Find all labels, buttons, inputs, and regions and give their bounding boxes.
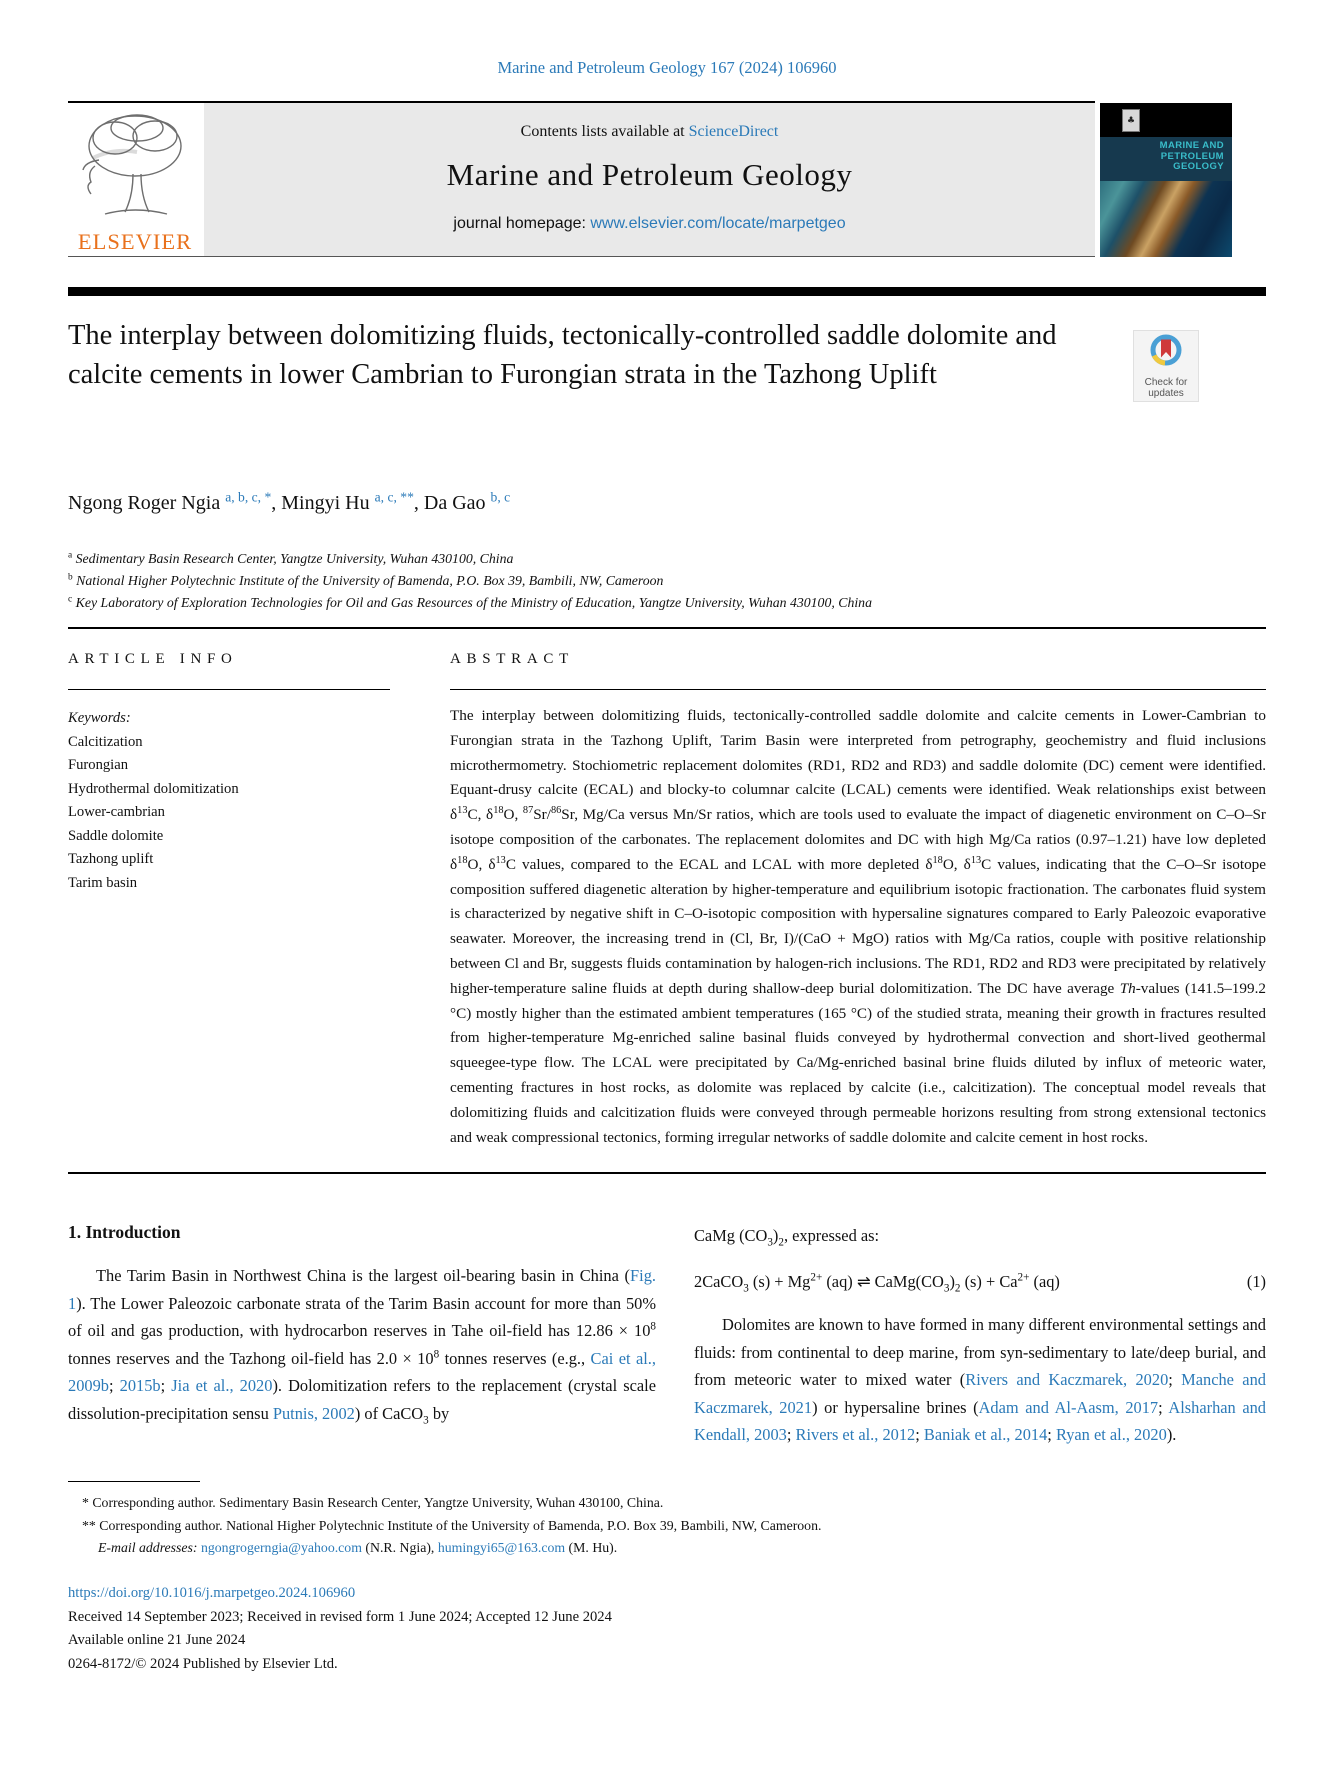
abstract-text: The interplay between dolomitizing fluids, tectonically-controlled saddle dolomite and calcite cements in Lower-Cambrian to Furongian strata in the Tazhong Uplift, Tarim Basin were interpreted from petrography, geochemistry and fluid inclusions microthermometry. Stochiometric replacement dolomites (RD1, RD2 and RD3) and saddle dolomite (DC) cement were identified. Equant-drusy calcite (ECAL) and blocky-to columnar calcite (LCAL) cements were identified. Weak relationships exist between $\delta^{13}C$, $\delta^{18}O$, $^{87}$Sr/$^{86}$Sr, Mg/Ca versus Mn/Sr ratios, which are tools used to evaluate the impact of diagenetic environment on C–O–Sr isotope composition of the carbonates. The replacement dolomites and DC with high Mg/Ca ratios (0.97–1.21) have low depleted $\delta^{18}O$, $\delta^{13}C$ values, compared to the ECAL and LCAL with more depleted $\delta^{18}O$, $\delta^{13}C$ values, indicating that the C–O–Sr isotope composition suffered diagenetic alteration by higher-temperature and equilibrium isotopic fractionation. The carbonates fluid system is characterized by negative shift in C–O-isotopic composition with hypersaline signatures compared to Early Paleozoic evaporative seawater. Moreover, the increasing trend in (Cl, Br, I)/(CaO + MgO) ratios with Mg/Ca ratios, couple with positive relationship between Cl and Br, suggests fluids contamination by halogen-rich inclusions. The RD1, RD2 and RD3 were precipitated by relatively higher-temperature saline fluids at depth during shallow-deep burial dolomitization. The DC have average Th-values (141.5–199.2 °C) mostly higher than the estimated ambient temperatures (165 °C) of the studied strata, meaning their growth in fractures resulted from higher-temperature Mg-enriched saline basinal fluids conveyed by hydrothermal convection and short-lived geothermal squeegee-type flow. The LCAL were precipitated by Ca/Mg-enriched basinal brine fluids diluted by influx of meteoric water, cementing fractures in host rocks, as dolomite was replaced by calcite (i.e., calcitization). The conceptual model reveals that dolomitizing fluids and calcitization fluids were conveyed through permeable horizons resulting from strong extensional tectonics and weak compressional tectonics, forming irregular networks of saddle dolomite and calcite cement in host rocks. bbox=[450, 707, 1267, 1146]
left-column bbox=[68, 1262, 656, 1427]
author-line: Ngong Roger Ngia $^{a, b, c, *}$, Mingyi Hu $^{a, c, **}$, Da Gao $^{b, c}$ bbox=[68, 489, 511, 514]
available-online-line: Available online 21 June 2024 bbox=[68, 1632, 246, 1648]
inline-citation-link[interactable]: humingyi65@163.com bbox=[437, 1540, 566, 1555]
equation-row bbox=[694, 1268, 1266, 1296]
keyword: Calcitization bbox=[68, 733, 143, 750]
keyword: Tarim basin bbox=[68, 874, 138, 891]
cover-satellite-image bbox=[1100, 181, 1232, 257]
inline-citation-link[interactable]: 2015b bbox=[119, 1376, 161, 1395]
keyword: Lower-cambrian bbox=[68, 804, 165, 820]
inline-citation-link[interactable]: Cai et al., 2009b bbox=[68, 1348, 656, 1395]
email-addresses-line: E-mail addresses: ngongrogerngia@yahoo.com (N.R. Ngia), humingyi65@163.com (M. Hu). bbox=[98, 1540, 618, 1555]
author-affiliation-superscript-link[interactable]: b, c bbox=[490, 489, 511, 505]
received-dates-line: Received 14 September 2023; Received in revised form 1 June 2024; Accepted 12 June 2024 bbox=[68, 1608, 612, 1625]
equation-1: 2CaCO$_3$ $(s) + Mg^{2+}$ (aq) ⇌ $CaMg(CO_3)_2$ $(s) + Ca^{2+}$ (aq) bbox=[694, 1271, 1060, 1294]
contents-prefix: Contents lists available at bbox=[520, 123, 689, 140]
inline-citation-link[interactable]: Alsharhan and Kendall, 2003 bbox=[694, 1397, 1266, 1444]
corresponding-author-footnote-2: ** Corresponding author. National Higher Polytechnic Institute of the University of Bamenda, P.O. Box 39, Bambili, NW, Cameroon. bbox=[82, 1517, 822, 1533]
issn-copyright-line: 0264-8172/© 2024 Published by Elsevier Ltd. bbox=[68, 1655, 338, 1672]
inline-citation-link[interactable]: Putnis, 2002 bbox=[272, 1403, 355, 1423]
cover-elsevier-mini-logo-icon: ♣ bbox=[1122, 109, 1140, 132]
keyword: Hydrothermal dolomitization bbox=[68, 780, 239, 797]
inline-citation-link[interactable]: Rivers et al., 2012 bbox=[795, 1425, 916, 1444]
inline-citation-link[interactable]: Rivers and Kaczmarek, 2020 bbox=[965, 1370, 1169, 1389]
doi-link[interactable]: https://doi.org/10.1016/j.marpetgeo.2024.106960 bbox=[68, 1585, 356, 1601]
affiliations bbox=[68, 548, 1228, 614]
homepage-line bbox=[204, 215, 1095, 233]
info-section-top-rule bbox=[68, 627, 1266, 629]
inline-citation-link[interactable]: Ryan et al., 2020 bbox=[1055, 1425, 1167, 1444]
affiliation-b: $^b$ National Higher Polytechnic Institute of the University of Bamenda, P.O. Box 39, Bambili, NW, Cameroon bbox=[68, 572, 664, 588]
cover-title-line: GEOLOGY bbox=[1173, 161, 1224, 172]
sciencedirect-link[interactable]: ScienceDirect bbox=[688, 123, 779, 140]
header-bottom-rule bbox=[68, 256, 1095, 257]
affiliation-a: $^a$ Sedimentary Basin Research Center, Yangtze University, Wuhan 430100, China bbox=[68, 550, 514, 566]
article-title: The interplay between dolomitizing fluids, tectonically-controlled saddle dolomite and calcite cements in lower Cambrian to Furongian strata in the Tazhong Uplift bbox=[68, 320, 1057, 390]
info-section-bottom-rule bbox=[68, 1172, 1266, 1174]
inline-citation-link[interactable]: Fig. 1 bbox=[68, 1266, 656, 1313]
right-column bbox=[694, 1222, 1266, 1449]
introduction-heading: 1. Introduction bbox=[68, 1222, 181, 1242]
inline-citation-link[interactable]: Jia et al., 2020 bbox=[171, 1376, 273, 1395]
author-affiliation-superscript-link[interactable]: a, b, c, * bbox=[225, 489, 272, 505]
footnotes-block bbox=[68, 1492, 1248, 1560]
abstract-heading-rule bbox=[450, 689, 1266, 690]
contents-line bbox=[204, 123, 1095, 141]
author-affiliation-superscript-link[interactable]: a, c, ** bbox=[374, 489, 414, 505]
badge-label: Check for updates bbox=[1144, 377, 1188, 399]
article-info-heading-rule bbox=[68, 689, 390, 690]
body-paragraph: Dolomites are known to have formed in many different environmental settings and fluids: from continental to deep marine, from syn-sedimentary to late/deep burial, and from meteoric water to mixed water (Rivers and Kaczmarek, 2020; Manche and Kaczmarek, 2021) or hypersaline brines (Adam and Al-Aasm, 2017; Alsharhan and Kendall, 2003; Rivers et al., 2012; Baniak et al., 2014; Ryan et al., 2020). bbox=[694, 1315, 1266, 1444]
journal-citation-link[interactable]: Marine and Petroleum Geology 167 (2024) 106960 bbox=[497, 58, 837, 77]
homepage-link[interactable]: www.elsevier.com/locate/marpetgeo bbox=[590, 215, 846, 232]
affiliation-c: $^c$ Key Laboratory of Exploration Technologies for Oil and Gas Resources of the Ministry of Education, Yangtze University, Wuhan 430100, China bbox=[68, 594, 872, 610]
keyword: Tazhong uplift bbox=[68, 851, 154, 867]
homepage-prefix: journal homepage: bbox=[453, 215, 591, 232]
article-info-heading: ARTICLE INFO bbox=[68, 651, 238, 667]
inline-citation-link[interactable]: Baniak et al., 2014 bbox=[923, 1425, 1048, 1444]
keywords-label: Keywords: bbox=[68, 710, 131, 726]
cover-title-band bbox=[1100, 137, 1232, 181]
corresponding-author-footnote-1: * Corresponding author. Sedimentary Basin Research Center, Yangtze University, Wuhan 430100, China. bbox=[82, 1495, 664, 1510]
intro-paragraph: The Tarim Basin in Northwest China is the largest oil-bearing basin in China (Fig. 1). The Lower Paleozoic carbonate strata of the Tarim Basin account for more than 50% of oil and gas production, with hydrocarbon reserves in Tahe oil-field has $12.86 \times 10^8$ tonnes reserves and the Tazhong oil-field has $2.0 \times 10^8$ tonnes reserves (e.g., Cai et al., 2009b; 2015b; Jia et al., 2020). Dolomitization refers to the replacement (crystal scale dissolution-precipitation sensu Putnis, 2002) of CaCO$_3$ by bbox=[68, 1266, 656, 1426]
keyword: Saddle dolomite bbox=[68, 827, 164, 844]
journal-name: Marine and Petroleum Geology bbox=[446, 157, 853, 192]
equation-lead-text: CaMg $(CO_3)_2$, expressed as: bbox=[694, 1226, 880, 1249]
crossmark-icon bbox=[1144, 331, 1188, 371]
inline-citation-link[interactable]: Manche and Kaczmarek, 2021 bbox=[694, 1370, 1266, 1417]
cover-title-line: MARINE AND bbox=[1159, 140, 1224, 151]
elsevier-logo[interactable] bbox=[68, 108, 202, 258]
footnote-rule bbox=[68, 1481, 200, 1482]
footer-block bbox=[68, 1582, 1248, 1676]
check-for-updates-badge[interactable] bbox=[1133, 330, 1199, 402]
keywords-block bbox=[68, 707, 398, 895]
journal-header-box bbox=[204, 103, 1095, 256]
journal-cover-thumbnail[interactable] bbox=[1100, 103, 1232, 257]
header-thick-bar bbox=[68, 287, 1266, 296]
cover-top-band bbox=[1100, 103, 1232, 137]
elsevier-wordmark: ELSEVIER bbox=[77, 229, 193, 254]
keyword: Furongian bbox=[68, 757, 128, 773]
cover-title-line: PETROLEUM bbox=[1160, 150, 1224, 162]
inline-citation-link[interactable]: ngongrogerngia@yahoo.com bbox=[200, 1540, 362, 1555]
abstract-heading: ABSTRACT bbox=[450, 651, 574, 667]
inline-citation-link[interactable]: Adam and Al-Aasm, 2017 bbox=[978, 1397, 1159, 1417]
equation-number: (1) bbox=[1246, 1271, 1266, 1291]
elsevier-tree-icon bbox=[75, 108, 195, 226]
